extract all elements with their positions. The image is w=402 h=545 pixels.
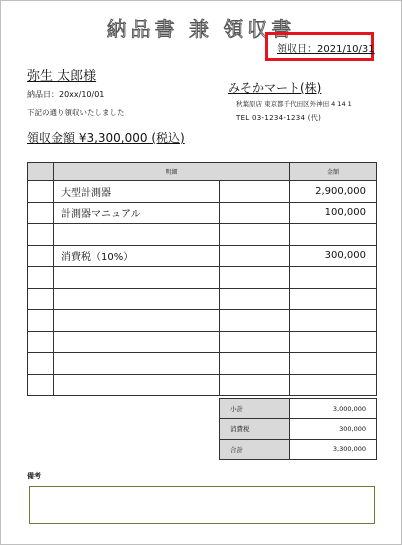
totals-table (219, 398, 377, 460)
item-blank-cell (220, 245, 290, 267)
row-index-cell (28, 288, 54, 310)
table-row (28, 310, 377, 332)
row-index-cell (28, 181, 54, 203)
item-amount (290, 353, 377, 375)
header-item: 明細 (54, 163, 290, 181)
item-amount: 300,000 (290, 245, 377, 267)
item-amount: 2,900,000 (290, 181, 377, 203)
subtotal-label: 小計 (220, 399, 290, 419)
total-value: 3,300,000 (290, 439, 377, 459)
table-row (28, 331, 377, 353)
items-header-row (28, 163, 377, 181)
items-table (27, 162, 377, 396)
company-name: みそかマート(株) (228, 81, 322, 95)
item-amount (290, 374, 377, 396)
tax-value: 300,000 (290, 419, 377, 439)
header-spacer (28, 163, 54, 181)
table-row (28, 181, 377, 203)
table-row (28, 224, 377, 246)
item-blank-cell (220, 267, 290, 289)
item-name (54, 353, 220, 375)
amount-received: 領収金額 ¥3,300,000 (税込) (27, 131, 185, 145)
row-index-cell (28, 374, 54, 396)
item-name (54, 288, 220, 310)
item-blank-cell (220, 224, 290, 246)
header-amount: 金額 (290, 163, 377, 181)
item-blank-cell (220, 202, 290, 224)
delivery-date: 納品日：20xx/10/01 (27, 90, 105, 99)
item-amount (290, 224, 377, 246)
item-amount: 100,000 (290, 202, 377, 224)
item-amount (290, 288, 377, 310)
item-blank-cell (220, 288, 290, 310)
item-blank-cell (220, 310, 290, 332)
item-blank-cell (220, 374, 290, 396)
item-blank-cell (220, 331, 290, 353)
item-name (54, 331, 220, 353)
recipient-name: 弥生 太郎様 (27, 69, 97, 84)
item-name: 消費税（10%） (54, 245, 220, 267)
item-amount (290, 310, 377, 332)
remarks-label: 備考 (27, 472, 41, 480)
item-name: 大型計測器 (54, 181, 220, 203)
item-name (54, 224, 220, 246)
tax-row (220, 419, 377, 439)
item-name: 計測器マニュアル (54, 202, 220, 224)
row-index-cell (28, 224, 54, 246)
item-blank-cell (220, 353, 290, 375)
table-row (28, 245, 377, 267)
row-index-cell (28, 331, 54, 353)
item-name (54, 374, 220, 396)
issue-date: 領収日：2021/10/31 (277, 44, 375, 55)
company-phone: TEL 03-1234-1234 (代) (236, 114, 322, 122)
branch-address: 秋葉原店 東京都千代田区外神田 4 14 1 (236, 100, 352, 108)
row-index-cell (28, 353, 54, 375)
table-row (28, 353, 377, 375)
row-index-cell (28, 310, 54, 332)
receipt-note: 下記の通り領収いたしました (27, 108, 125, 117)
document-title: 納品書 兼 領収書 (106, 17, 296, 41)
item-blank-cell (220, 181, 290, 203)
table-row (28, 288, 377, 310)
table-row (28, 374, 377, 396)
item-name (54, 267, 220, 289)
item-amount (290, 331, 377, 353)
item-amount (290, 267, 377, 289)
total-row (220, 439, 377, 459)
table-row (28, 202, 377, 224)
row-index-cell (28, 245, 54, 267)
table-row (28, 267, 377, 289)
row-index-cell (28, 267, 54, 289)
item-name (54, 310, 220, 332)
remarks-field[interactable] (29, 486, 375, 524)
subtotal-value: 3,000,000 (290, 399, 377, 419)
total-label: 合計 (220, 439, 290, 459)
row-index-cell (28, 202, 54, 224)
tax-label: 消費税 (220, 419, 290, 439)
subtotal-row (220, 399, 377, 419)
